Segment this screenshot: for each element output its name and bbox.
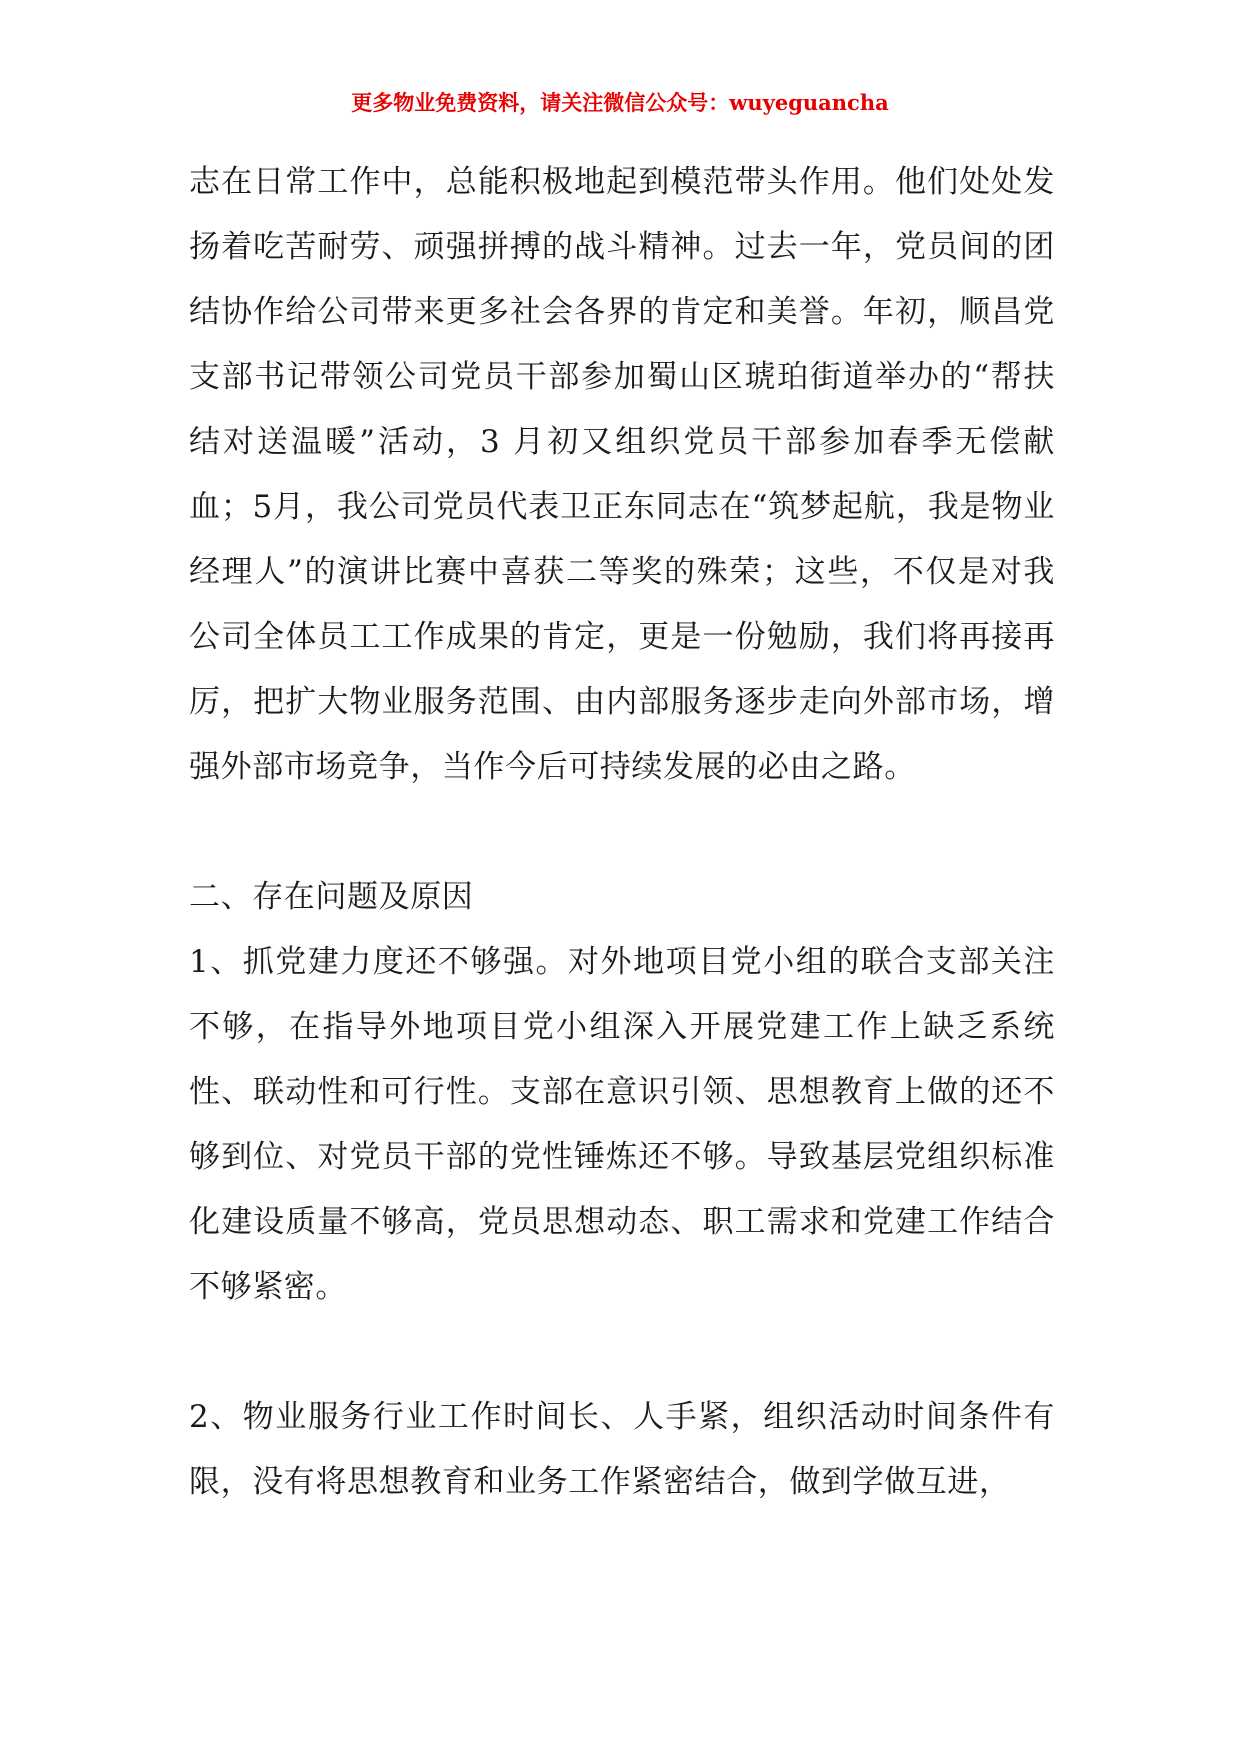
- section-heading: 二、存在问题及原因: [189, 879, 474, 915]
- header-promo-note: 更多物业免费资料，请关注微信公众号：wuyeguancha: [351, 90, 889, 115]
- body-paragraph: 1、抓党建力度还不够强。对外地项目党小组的联合支部关注不够，在指导外地项目党小组深入开展党建工作上缺乏系统性、联动性和可行性。支部在意识引领、思想教育上做的还不够到位、对党员干部的党性锤炼还不够。导致基层党组织标准化建设质量不够高，党员思想动态、职工需求和党建工作结合不够紧密。: [189, 944, 1055, 1305]
- document-body: [189, 150, 1055, 1515]
- paragraph-spacer: [189, 1320, 1055, 1385]
- body-paragraph: 志在日常工作中，总能积极地起到模范带头作用。他们处处发扬着吃苦耐劳、顽强拼搏的战斗精神。过去一年，党员间的团结协作给公司带来更多社会各界的肯定和美誉。年初，顺昌党支部书记带领公司党员干部参加蜀山区琥珀街道举办的“帮扶结对送温暖”活动，3 月初又组织党员干部参加春季无偿献血；5月，我公司党员代表卫正东同志在“筑梦起航，我是物业经理人”的演讲比赛中喜获二等奖的殊荣；这些，不仅是对我公司全体员工工作成果的肯定，更是一份勉励，我们将再接再厉，把扩大物业服务范围、由内部服务逐步走向外部市场，增强外部市场竞争，当作今后可持续发展的必由之路。: [189, 164, 1055, 785]
- paragraph-spacer: [189, 800, 1055, 865]
- body-paragraph: 2、物业服务行业工作时间长、人手紧，组织活动时间条件有限，没有将思想教育和业务工作紧密结合，做到学做互进，: [189, 1399, 1055, 1500]
